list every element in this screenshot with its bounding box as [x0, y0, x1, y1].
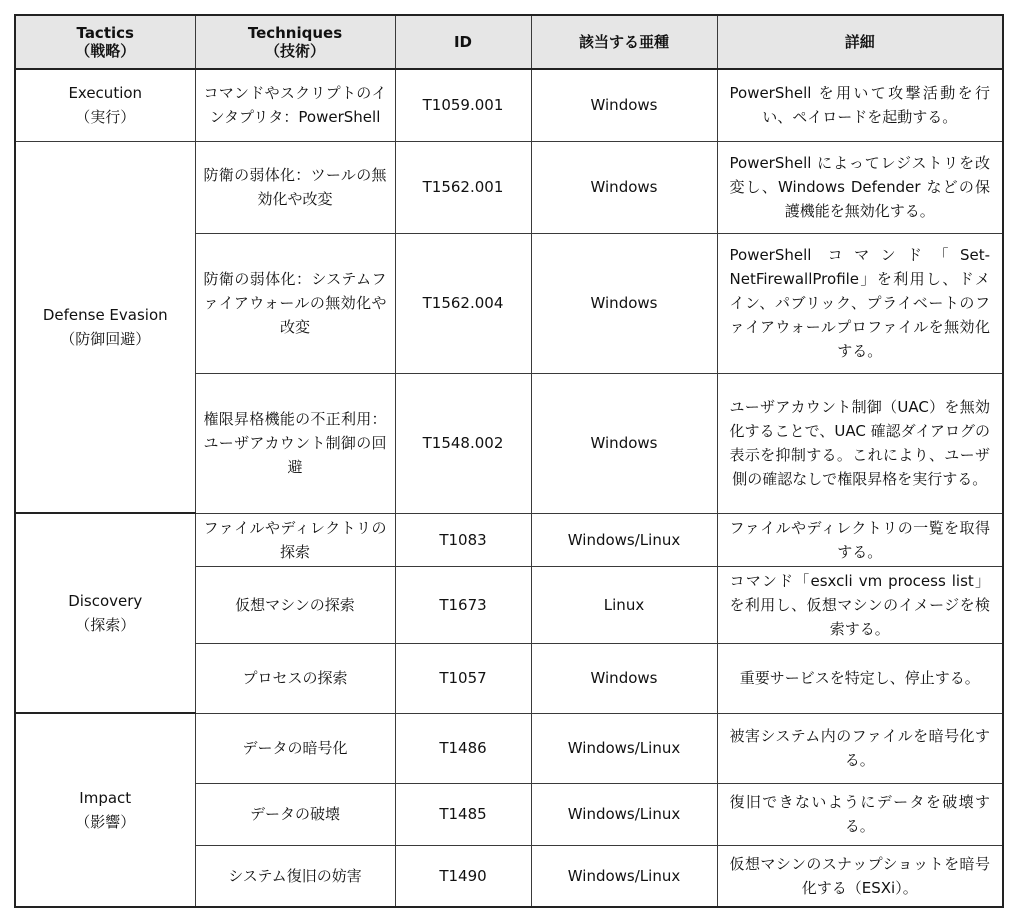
- variant-cell: Windows: [531, 643, 717, 713]
- detail-cell: 復旧できないようにデータを破壊する。: [717, 783, 1003, 845]
- header-tactics: Tactics （戦略）: [15, 15, 195, 69]
- detail-cell: ユーザアカウント制御（UAC）を無効化することで、UAC 確認ダイアログの表示を抑制する。これにより、ユーザ側の確認なしで権限昇格を実行する。: [717, 373, 1003, 513]
- variant-cell: Windows/Linux: [531, 513, 717, 566]
- variant-cell: Windows: [531, 233, 717, 373]
- id-cell: T1083: [395, 513, 531, 566]
- table-row: [15, 69, 1003, 141]
- header-id: ID: [395, 15, 531, 69]
- technique-cell: システム復旧の妨害: [195, 845, 395, 907]
- header-row: [15, 15, 1003, 69]
- table-row: [15, 141, 1003, 233]
- detail-cell: 重要サービスを特定し、停止する。: [717, 643, 1003, 713]
- variant-cell: Windows: [531, 141, 717, 233]
- variant-cell: Windows: [531, 69, 717, 141]
- detail-cell: 仮想マシンのスナップショットを暗号化する（ESXi）。: [717, 845, 1003, 907]
- header-detail: 詳細: [717, 15, 1003, 69]
- technique-cell: コマンドやスクリプトのインタプリタ：PowerShell: [195, 69, 395, 141]
- detail-cell: PowerShell を用いて攻撃活動を行い、ペイロードを起動する。: [717, 69, 1003, 141]
- technique-cell: 仮想マシンの探索: [195, 566, 395, 643]
- technique-cell: 権限昇格機能の不正利用：ユーザアカウント制御の回避: [195, 373, 395, 513]
- id-cell: T1486: [395, 713, 531, 783]
- variant-cell: Linux: [531, 566, 717, 643]
- technique-cell: 防衛の弱体化：システムファイアウォールの無効化や改変: [195, 233, 395, 373]
- variant-cell: Windows: [531, 373, 717, 513]
- detail-cell: コマンド「esxcli vm process list」を利用し、仮想マシンのイメージを検索する。: [717, 566, 1003, 643]
- id-cell: T1057: [395, 643, 531, 713]
- id-cell: T1485: [395, 783, 531, 845]
- technique-cell: ファイルやディレクトリの探索: [195, 513, 395, 566]
- variant-cell: Windows/Linux: [531, 713, 717, 783]
- id-cell: T1562.004: [395, 233, 531, 373]
- tactic-cell: Impact （影響）: [15, 713, 195, 907]
- table-row: [15, 513, 1003, 566]
- mitre-attack-table: [14, 14, 1004, 908]
- technique-cell: データの破壊: [195, 783, 395, 845]
- variant-cell: Windows/Linux: [531, 783, 717, 845]
- table-row: [15, 713, 1003, 783]
- id-cell: T1562.001: [395, 141, 531, 233]
- id-cell: T1548.002: [395, 373, 531, 513]
- header-techniques: Techniques （技術）: [195, 15, 395, 69]
- tactic-cell: Discovery （探索）: [15, 513, 195, 713]
- technique-cell: 防衛の弱体化：ツールの無効化や改変: [195, 141, 395, 233]
- detail-cell: PowerShell によってレジストリを改変し、Windows Defender などの保護機能を無効化する。: [717, 141, 1003, 233]
- tactic-cell: Defense Evasion （防御回避）: [15, 141, 195, 513]
- technique-cell: データの暗号化: [195, 713, 395, 783]
- id-cell: T1673: [395, 566, 531, 643]
- detail-cell: PowerShell コマンド「Set-NetFirewallProfile」を利用し、ドメイン、パブリック、プライベートのファイアウォールプロファイルを無効化する。: [717, 233, 1003, 373]
- id-cell: T1490: [395, 845, 531, 907]
- variant-cell: Windows/Linux: [531, 845, 717, 907]
- tactic-cell: Execution （実行）: [15, 69, 195, 141]
- id-cell: T1059.001: [395, 69, 531, 141]
- detail-cell: 被害システム内のファイルを暗号化する。: [717, 713, 1003, 783]
- header-variant: 該当する亜種: [531, 15, 717, 69]
- detail-cell: ファイルやディレクトリの一覧を取得する。: [717, 513, 1003, 566]
- technique-cell: プロセスの探索: [195, 643, 395, 713]
